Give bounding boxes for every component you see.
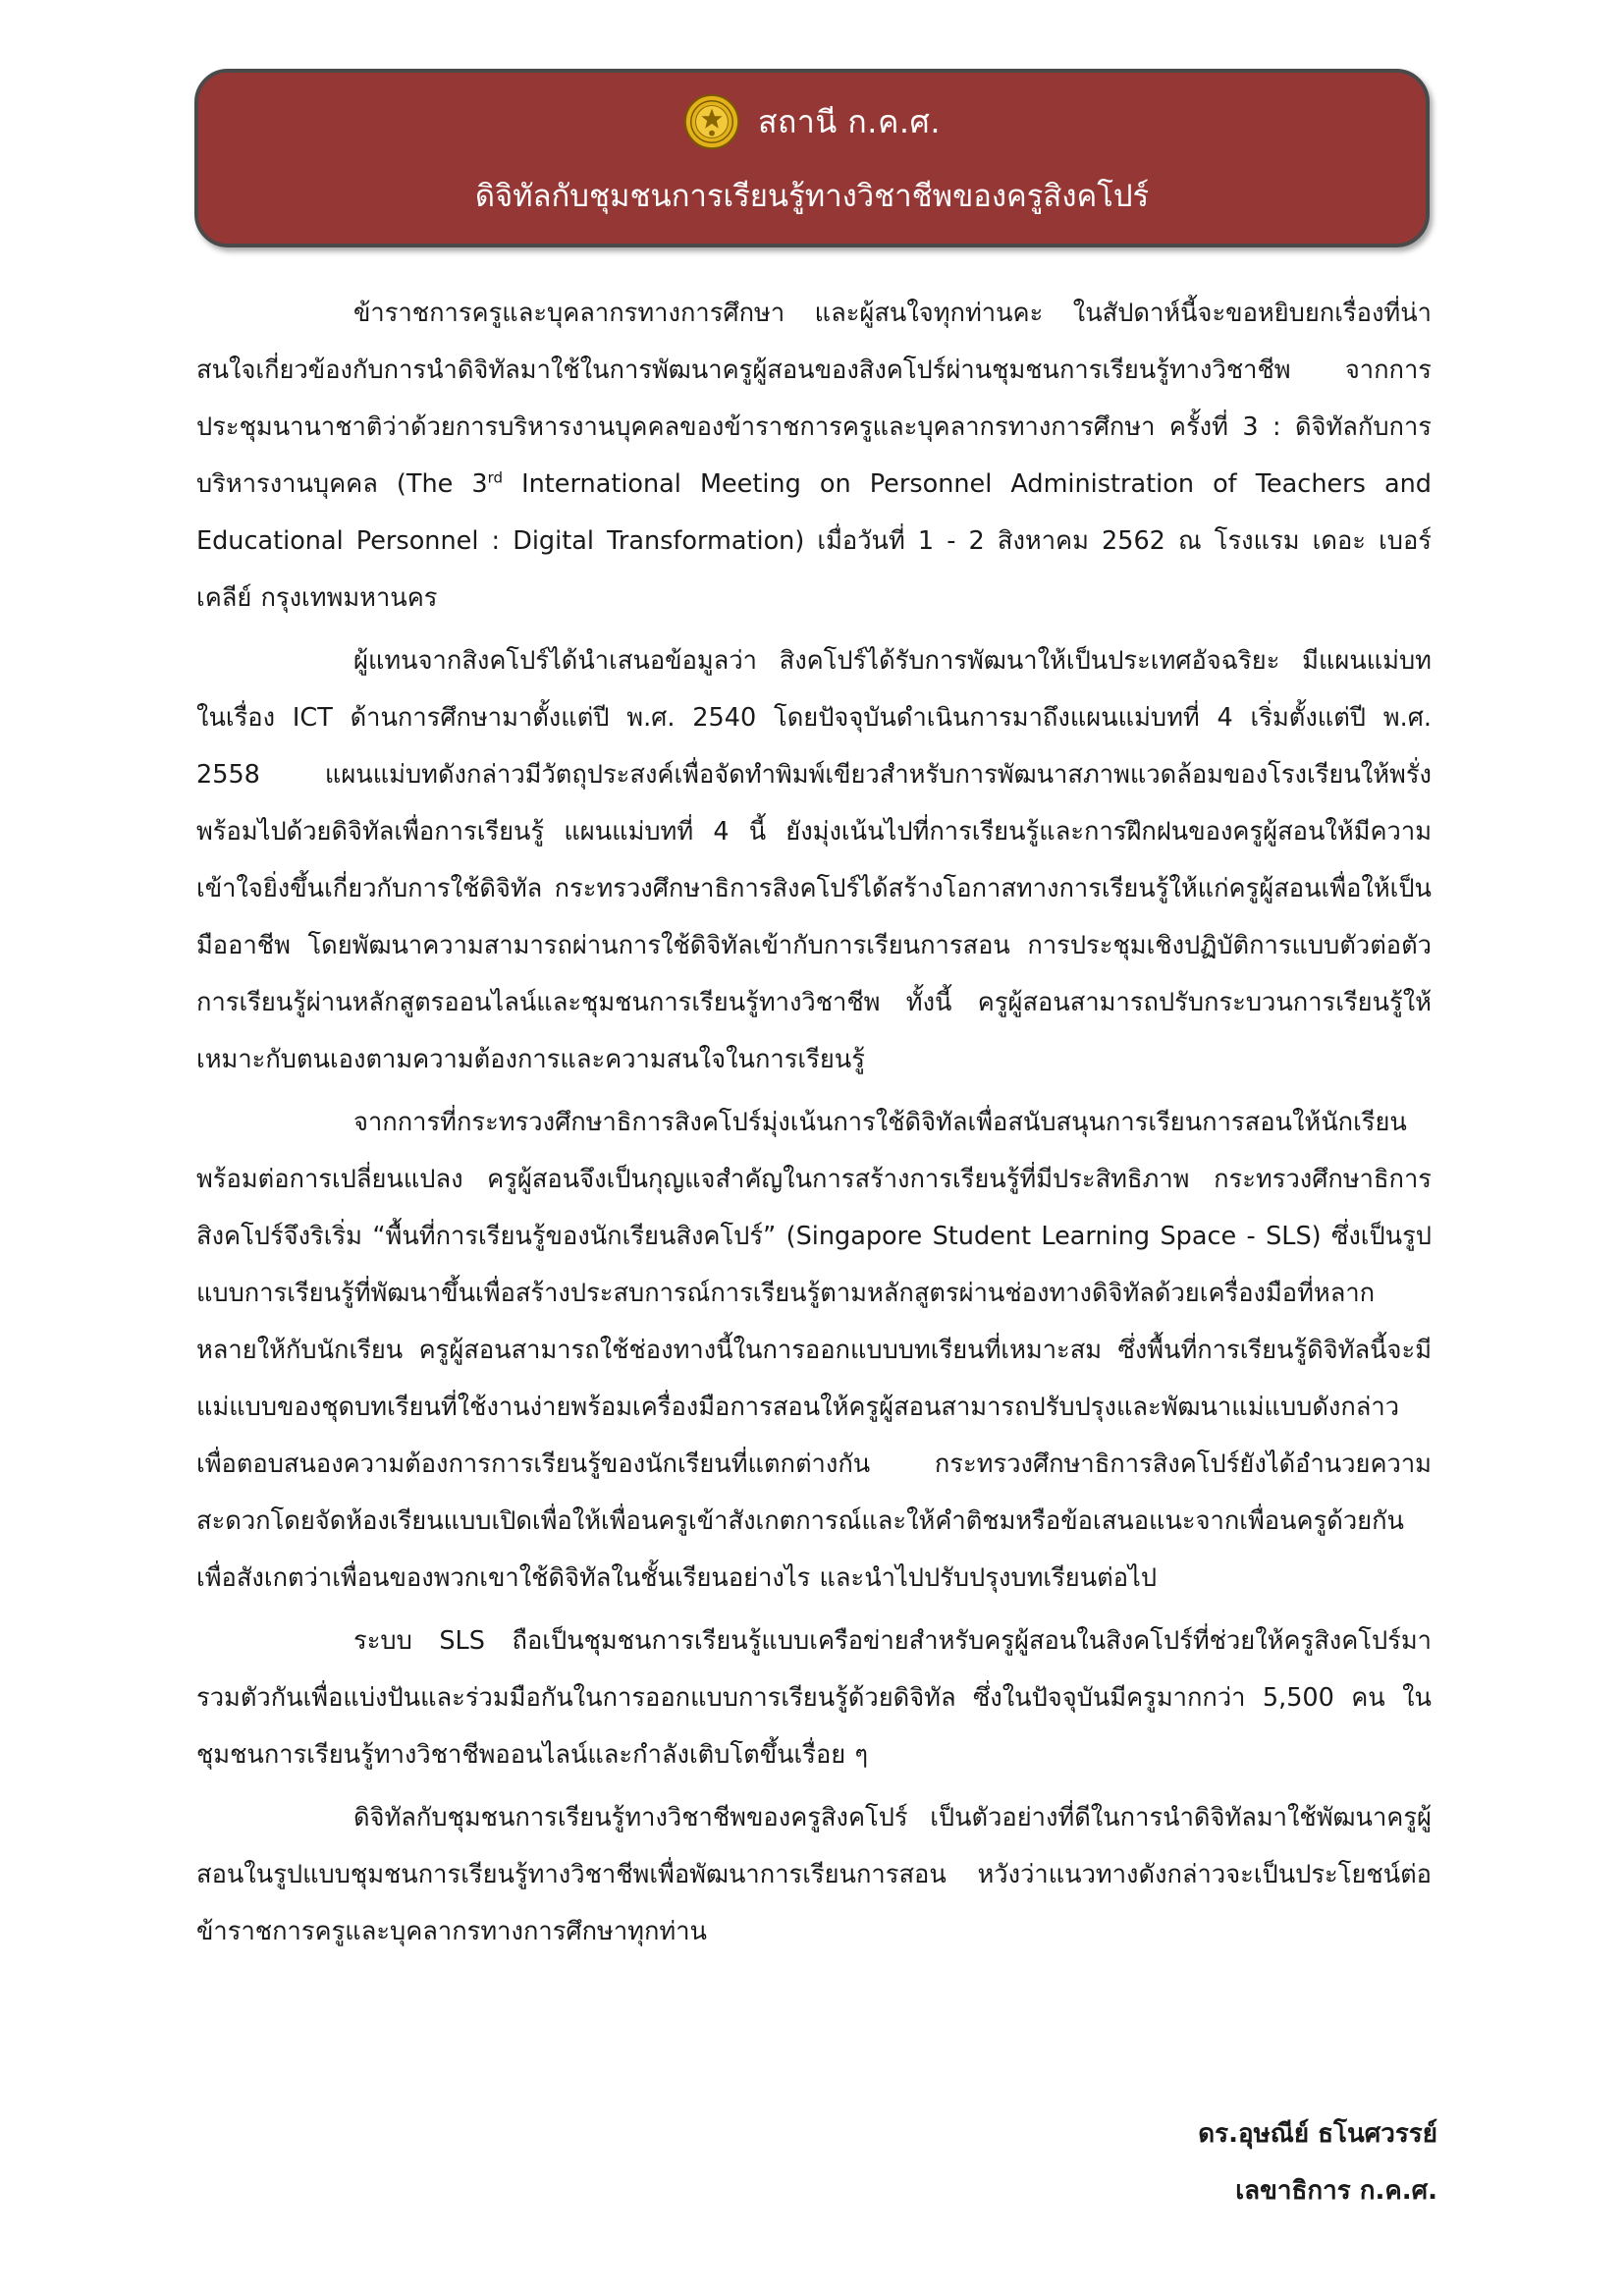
header-banner (194, 69, 1430, 247)
paragraph-sls-network: ระบบ SLS ถือเป็นชุมชนการเรียนรู้แบบเครือข่ายสำหรับครูผู้สอนในสิงคโปร์ที่ช่วยให้ครูสิงคโปร์มารวมตัวกันเพื่อแบ่งปันและร่วมมือกันในการออกแบบการเรียนรู้ด้วยดิจิทัล ซึ่งในปัจจุบันมีครูมากกว่า 5,500 คน ในชุมชนการเรียนรู้ทางวิชาชีพออนไลน์และกำลังเติบโตขึ้นเรื่อย ๆ (196, 1626, 1432, 1770)
paragraph-intro-text-b: International Meeting on Personnel Administration of Teachers and Educational Personnel : Digital Transformation) เมื่อวันที่ 1 - 2 สิงหาคม 2562 ณ โรงแรม เดอะ เบอร์เคลีย์ กรุงเทพมหานคร (196, 469, 1432, 613)
signature-name: ดร.อุษณีย์ ธโนศวรรย์ (1198, 2119, 1437, 2149)
paragraph-intro (196, 285, 1432, 627)
station-row (198, 90, 1426, 153)
paragraph-ict-masterplan: ผู้แทนจากสิงคโปร์ได้นำเสนอข้อมูลว่า สิงคโปร์ได้รับการพัฒนาให้เป็นประเทศอัจฉริยะ มีแผนแม่บทในเรื่อง ICT ด้านการศึกษามาตั้งแต่ปี พ.ศ. 2540 โดยปัจจุบันดำเนินการมาถึงแผนแม่บทที่ 4 เริ่มตั้งแต่ปี พ.ศ. 2558 แผนแม่บทดังกล่าวมีวัตถุประสงค์เพื่อจัดทำพิมพ์เขียวสำหรับการพัฒนาสภาพแวดล้อมของโรงเรียนให้พรั่งพร้อมไปด้วยดิจิทัลเพื่อการเรียนรู้ แผนแม่บทที่ 4 นี้ ยังมุ่งเน้นไปที่การเรียนรู้และการฝึกฝนของครูผู้สอนให้มีความเข้าใจยิ่งขึ้นเกี่ยวกับการใช้ดิจิทัล กระทรวงศึกษาธิการสิงคโปร์ได้สร้างโอกาสทางการเรียนรู้ให้แก่ครูผู้สอนเพื่อให้เป็นมืออาชีพ โดยพัฒนาความสามารถผ่านการใช้ดิจิทัลเข้ากับการเรียนการสอน การประชุมเชิงปฏิบัติการแบบตัวต่อตัว การเรียนรู้ผ่านหลักสูตรออนไลน์และชุมชนการเรียนรู้ทางวิชาชีพ ทั้งนี้ ครูผู้สอนสามารถปรับกระบวนการเรียนรู้ให้เหมาะกับตนเองตามความต้องการและความสนใจในการเรียนรู้ (196, 646, 1432, 1074)
signature-block (1198, 2105, 1437, 2219)
ordinal-superscript: rd (487, 468, 504, 487)
government-seal-icon (683, 93, 740, 150)
banner-title: ดิจิทัลกับชุมชนการเรียนรู้ทางวิชาชีพของครูสิงคโปร์ (474, 179, 1150, 214)
paragraph-intro-text-a: ข้าราชการครูและบุคลากรทางการศึกษา และผู้สนใจทุกท่านคะ ในสัปดาห์นี้จะขอหยิบยกเรื่องที่น่าสนใจเกี่ยวข้องกับการนำดิจิทัลมาใช้ในการพัฒนาครูผู้สอนของสิงคโปร์ผ่านชุมชนการเรียนรู้ทางวิชาชีพ จากการประชุมนานาชาติว่าด้วยการบริหารงานบุคคลของข้าราชการครูและบุคลากรทางการศึกษา ครั้งที่ 3 : ดิจิทัลกับการบริหารงานบุคคล (The 3 (196, 299, 1432, 499)
signature-position: เลขาธิการ ก.ค.ศ. (1235, 2176, 1437, 2206)
station-name: สถานี ก.ค.ศ. (757, 103, 942, 140)
paragraph-conclusion: ดิจิทัลกับชุมชนการเรียนรู้ทางวิชาชีพของครูสิงคโปร์ เป็นตัวอย่างที่ดีในการนำดิจิทัลมาใช้พัฒนาครูผู้สอนในรูปแบบชุมชนการเรียนรู้ทางวิชาชีพเพื่อพัฒนาการเรียนการสอน หวังว่าแนวทางดังกล่าวจะเป็นประโยชน์ต่อข้าราชการครูและบุคลากรทางการศึกษาทุกท่าน (196, 1803, 1432, 1946)
article-body (196, 285, 1432, 1966)
paragraph-sls: จากการที่กระทรวงศึกษาธิการสิงคโปร์มุ่งเน้นการใช้ดิจิทัลเพื่อสนับสนุนการเรียนการสอนให้นักเรียนพร้อมต่อการเปลี่ยนแปลง ครูผู้สอนจึงเป็นกุญแจสำคัญในการสร้างการเรียนรู้ที่มีประสิทธิภาพ กระทรวงศึกษาธิการสิงคโปร์จึงริเริ่ม “พื้นที่การเรียนรู้ของนักเรียนสิงคโปร์” (Singapore Student Learning Space - SLS) ซึ่งเป็นรูปแบบการเรียนรู้ที่พัฒนาขึ้นเพื่อสร้างประสบการณ์การเรียนรู้ตามหลักสูตรผ่านช่องทางดิจิทัลด้วยเครื่องมือที่หลากหลายให้กับนักเรียน ครูผู้สอนสามารถใช้ช่องทางนี้ในการออกแบบบทเรียนที่เหมาะสม ซึ่งพื้นที่การเรียนรู้ดิจิทัลนี้จะมีแม่แบบของชุดบทเรียนที่ใช้งานง่ายพร้อมเครื่องมือการสอนให้ครูผู้สอนสามารถปรับปรุงและพัฒนาแม่แบบดังกล่าวเพื่อตอบสนองความต้องการการเรียนรู้ของนักเรียนที่แตกต่างกัน กระทรวงศึกษาธิการสิงคโปร์ยังได้อำนวยความสะดวกโดยจัดห้องเรียนแบบเปิดเพื่อให้เพื่อนครูเข้าสังเกตการณ์และให้คำติชมหรือข้อเสนอแนะจากเพื่อนครูด้วยกัน เพื่อสังเกตว่าเพื่อนของพวกเขาใช้ดิจิทัลในชั้นเรียนอย่างไร และนำไปปรับปรุงบทเรียนต่อไป (196, 1108, 1432, 1593)
